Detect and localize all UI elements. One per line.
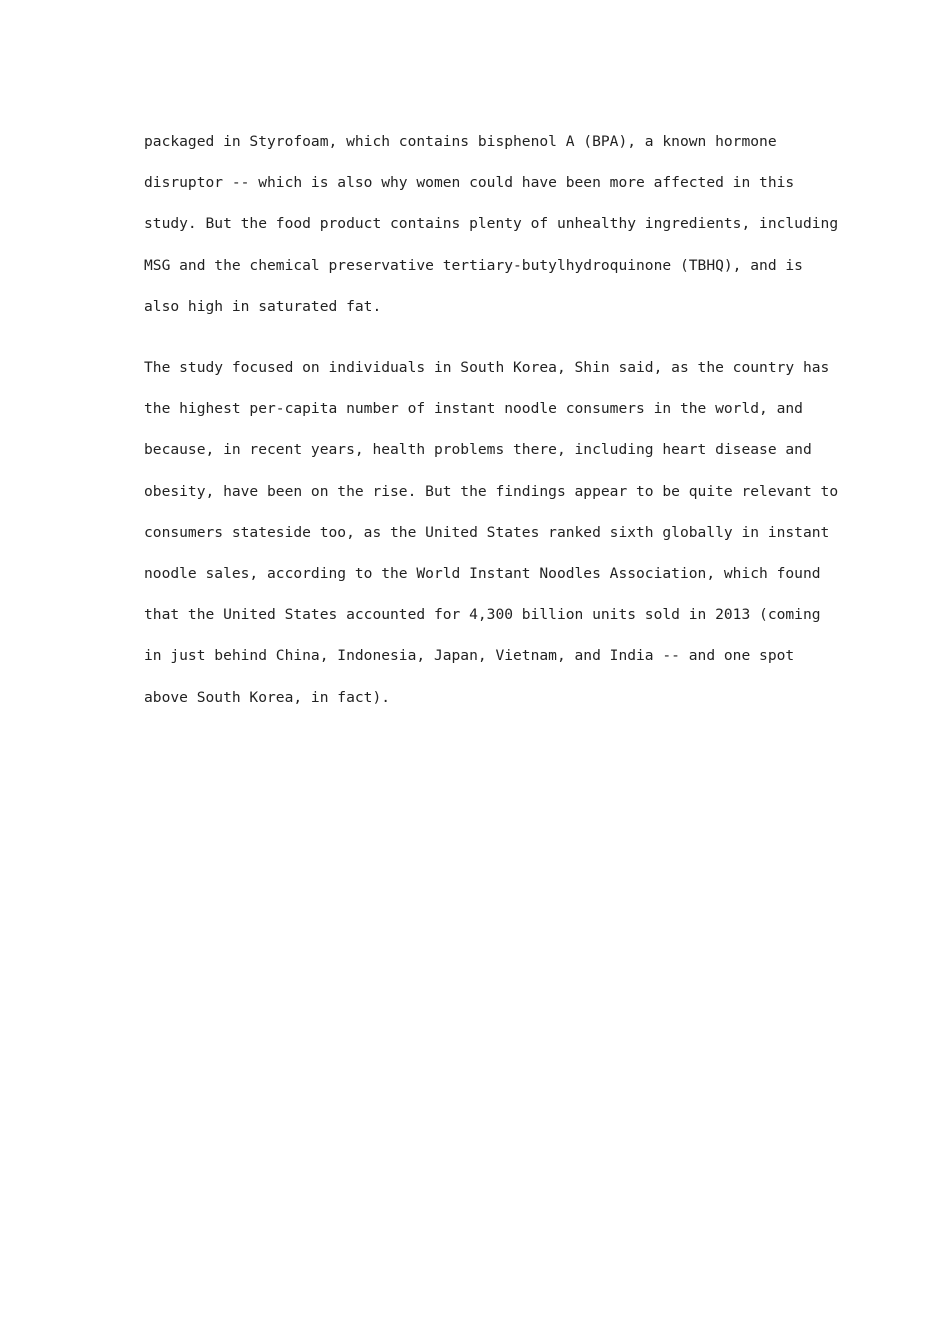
text-line: also high in saturated fat. bbox=[144, 297, 382, 315]
text-line: packaged in Styrofoam, which contains bisphenol A (BPA), a known hormone bbox=[144, 133, 777, 150]
paragraph-2 bbox=[144, 347, 839, 718]
text-line: because, in recent years, health problems there, including heart disease and bbox=[144, 441, 812, 459]
text-line: that the United States accounted for 4,300 billion units sold in 2013 (coming bbox=[144, 606, 821, 624]
document-body bbox=[144, 121, 839, 718]
text-line: MSG and the chemical preservative tertiary-butylhydroquinone (TBHQ), and is bbox=[144, 256, 803, 274]
text-line: consumers stateside too, as the United States ranked sixth globally in instant bbox=[144, 523, 830, 541]
text-line: obesity, have been on the rise. But the findings appear to be quite relevant to bbox=[144, 482, 839, 500]
text-line: in just behind China, Indonesia, Japan, Vietnam, and India -- and one spot bbox=[144, 647, 795, 665]
text-line: The study focused on individuals in South Korea, Shin said, as the country has bbox=[144, 359, 830, 377]
paragraph-1 bbox=[144, 121, 839, 327]
text-line: above South Korea, in fact). bbox=[144, 688, 391, 706]
text-line: the highest per-capita number of instant noodle consumers in the world, and bbox=[144, 400, 803, 418]
text-line: noodle sales, according to the World Instant Noodles Association, which found bbox=[144, 565, 821, 583]
text-line: disruptor -- which is also why women could have been more affected in this bbox=[144, 174, 795, 192]
text-line: study. But the food product contains plenty of unhealthy ingredients, including bbox=[144, 215, 839, 233]
